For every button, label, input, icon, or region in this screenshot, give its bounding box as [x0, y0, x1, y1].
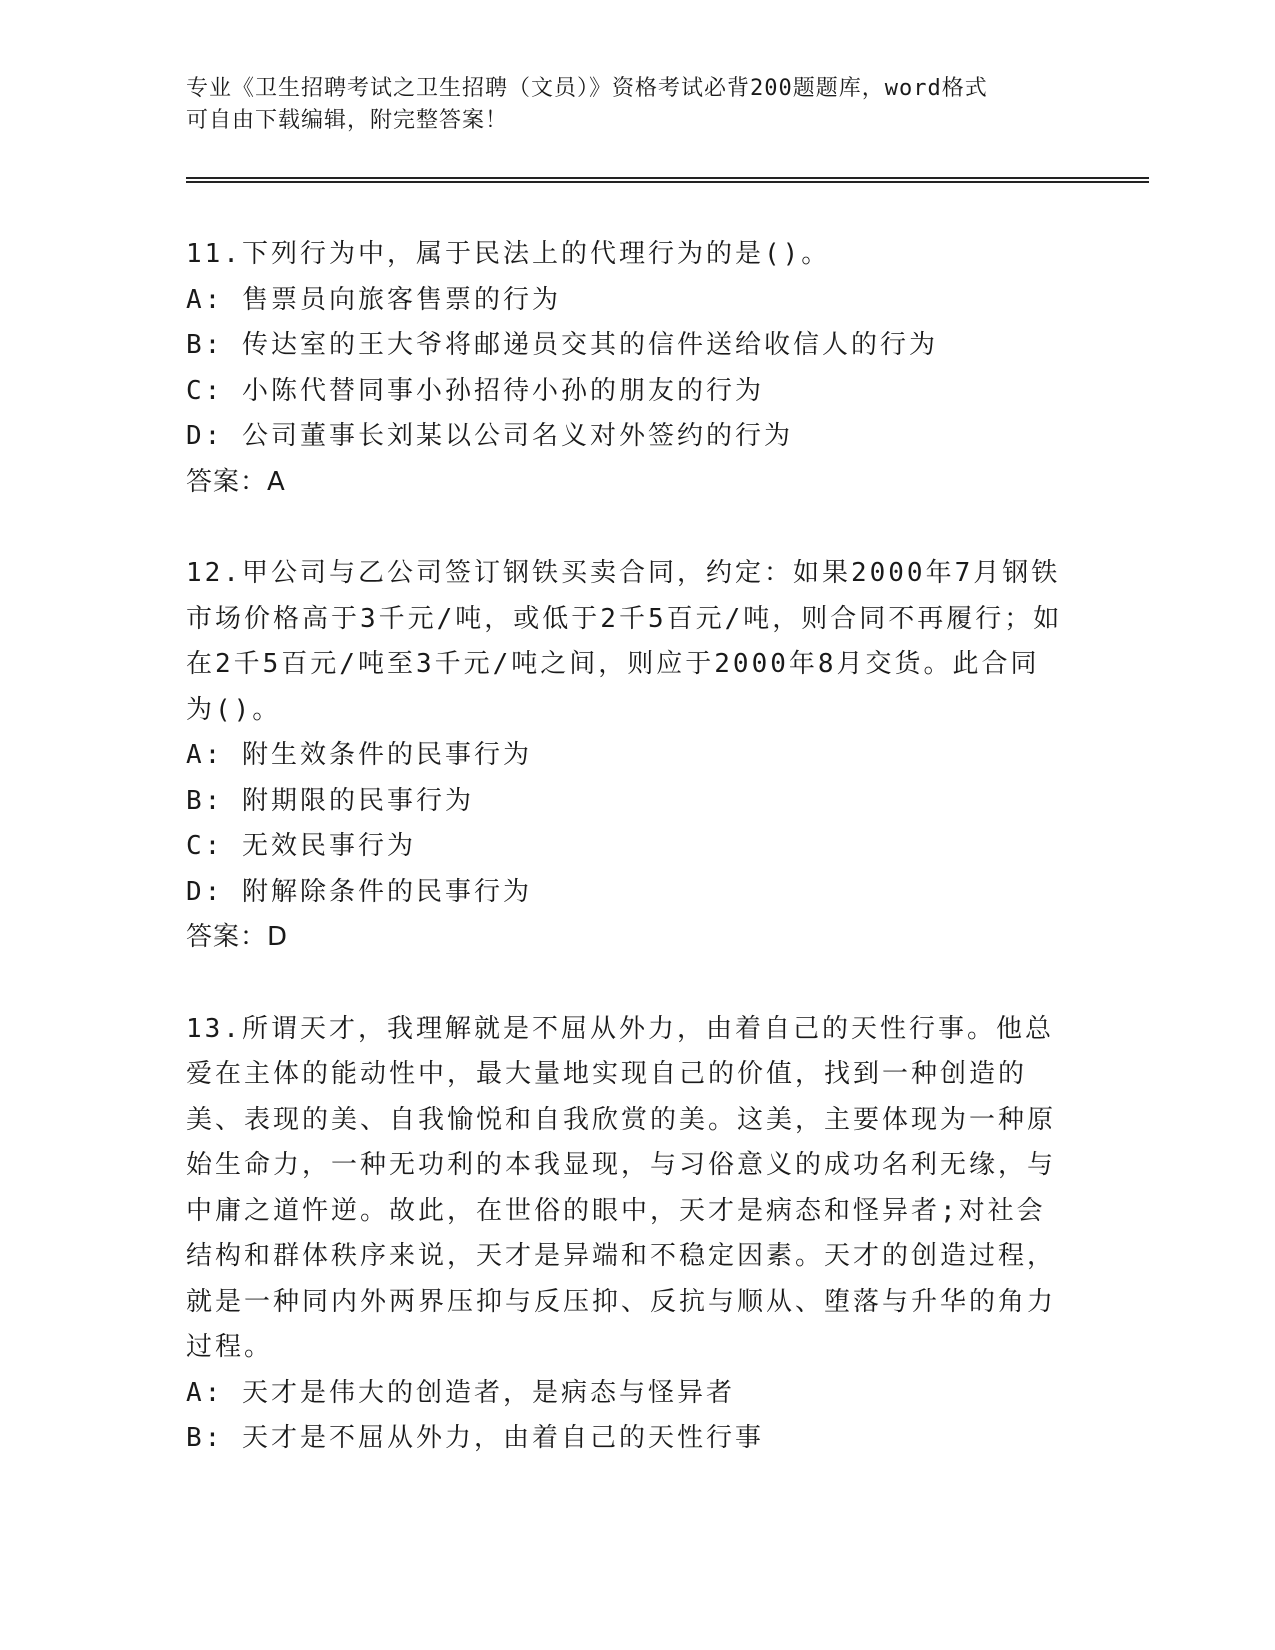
question-11: [186, 232, 1066, 505]
option-d: D: 公司董事长刘某以公司名义对外签约的行为: [186, 421, 793, 451]
question-12: [186, 551, 1066, 961]
document-header: [186, 73, 1086, 137]
answer-line: 答案：D: [186, 922, 289, 952]
option-c: C: 无效民事行为: [186, 831, 416, 861]
header-title-line-2: 可自由下载编辑，附完整答案！: [186, 108, 509, 133]
question-13: [186, 1007, 1066, 1462]
header-divider-top: [186, 177, 1149, 179]
option-a: A: 附生效条件的民事行为: [186, 740, 532, 770]
option-b: B: 天才是不屈从外力，由着自己的天性行事: [186, 1423, 764, 1453]
answer-line: 答案：A: [186, 466, 286, 497]
option-d: D: 附解除条件的民事行为: [186, 876, 532, 907]
header-divider-bottom: [186, 181, 1149, 183]
option-a: A: 天才是伟大的创造者，是病态与怪异者: [186, 1377, 735, 1408]
option-b: B: 附期限的民事行为: [186, 785, 474, 816]
question-stem: 11.下列行为中，属于民法上的代理行为的是()。: [186, 239, 831, 269]
question-stem: 13.所谓天才，我理解就是不屈从外力，由着自己的天性行事。他总爱在主体的能动性中，最大量地实现自己的价值，找到一种创造的美、表现的美、自我愉悦和自我欣赏的美。这美，主要体现为一种原始生命力，一种无功利的本我显现，与习俗意义的成功名利无缘，与中庸之道忤逆。故此，在世俗的眼中，天才是病态和怪异者;对社会结构和群体秩序来说，天才是异端和不稳定因素。天才的创造过程，就是一种同内外两界压抑与反压抑、反抗与顺从、堕落与升华的角力过程。: [186, 1013, 1057, 1362]
question-stem: 12.甲公司与乙公司签订钢铁买卖合同，约定：如果2000年7月钢铁市场价格高于3千元/吨，或低于2千5百元/吨，则合同不再履行；如在2千5百元/吨至3千元/吨之间，则应于2000年8月交货。此合同为()。: [186, 558, 1063, 725]
option-b: B: 传达室的王大爷将邮递员交其的信件送给收信人的行为: [186, 330, 938, 360]
header-title-line-1: 专业《卫生招聘考试之卫生招聘（文员）》资格考试必背200题题库，word格式: [186, 76, 988, 101]
question-list: [186, 232, 1066, 1508]
option-a: A: 售票员向旅客售票的行为: [186, 284, 561, 315]
option-c: C: 小陈代替同事小孙招待小孙的朋友的行为: [186, 375, 764, 406]
